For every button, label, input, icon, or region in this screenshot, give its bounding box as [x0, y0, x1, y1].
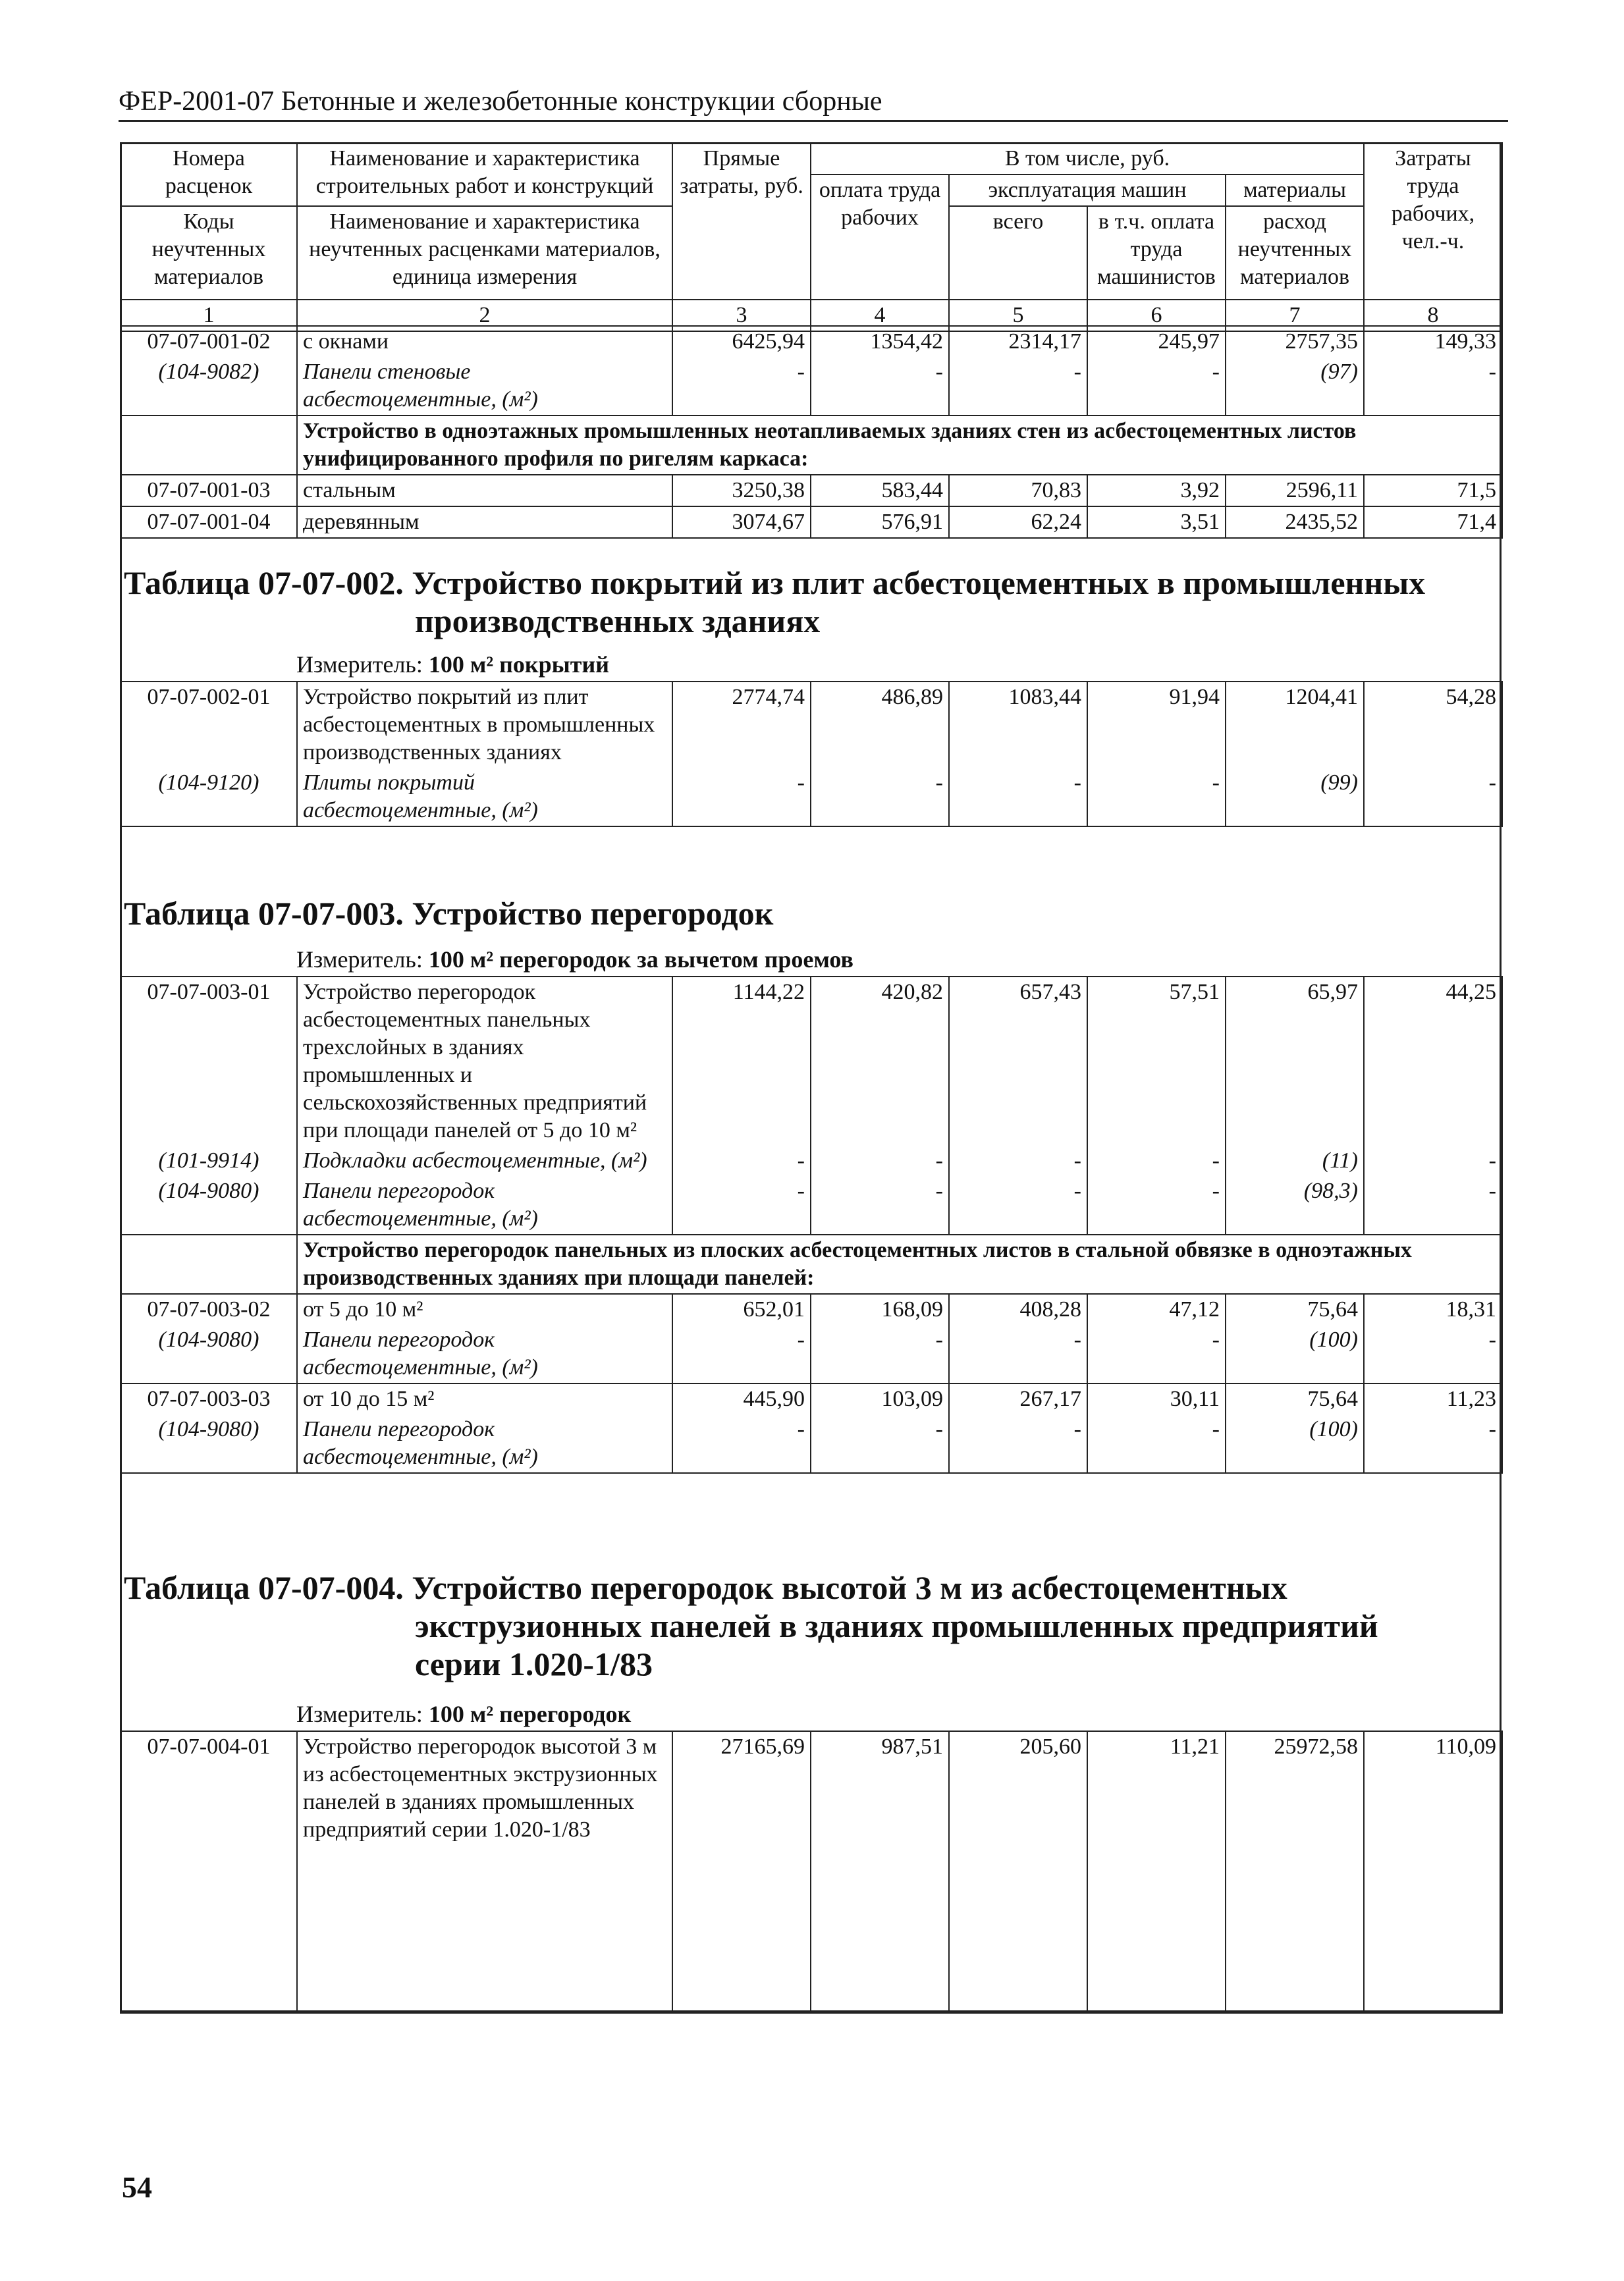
- header-codes-top: Номера расценок: [121, 143, 297, 206]
- measure-003: Измеритель: 100 м² перегородок за вычетом проемов: [296, 946, 853, 973]
- col-number: 4: [811, 300, 949, 331]
- section-title-002: Таблица 07-07-002. Устройство покрытий из плит асбестоцементных в промышленных производственных зданиях: [124, 564, 1426, 639]
- table-row: (104-9080) Панели перегородок асбестоцементные, (м²) - - - - (98,3) -: [121, 1176, 1502, 1235]
- column-header-table: [120, 142, 1503, 332]
- col-number: 3: [672, 300, 811, 331]
- table-row: (104-9082) Панели стеновые асбестоцементные, (м²) - - - - (97) -: [121, 357, 1502, 416]
- header-material-use: расход неучтенных материалов: [1226, 206, 1364, 300]
- page-number: 54: [122, 2170, 152, 2204]
- table-row: Устройство в одноэтажных промышленных неотапливаемых зданиях стен из асбестоцементных листов унифицированного профиля по ригелям каркаса:: [121, 416, 1502, 475]
- header-machinist-pay: в т.ч. оплата труда машинистов: [1087, 206, 1226, 300]
- table-row: 07-07-001-02 с окнами 6425,94 1354,42 2314,17 245,97 2757,35 149,33: [121, 326, 1502, 357]
- running-title: ФЕР-2001-07 Бетонные и железобетонные конструкции сборные: [119, 86, 1508, 122]
- col-number: 7: [1226, 300, 1364, 331]
- table-07-07-004: [120, 1731, 1503, 2014]
- header-direct-costs: Прямые затраты, руб.: [672, 143, 811, 300]
- header-codes-bottom: Коды неучтенных материалов: [121, 206, 297, 300]
- col-number: 5: [949, 300, 1087, 331]
- header-labor: Затраты труда рабочих, чел.-ч.: [1364, 143, 1502, 300]
- header-name-top: Наименование и характеристика строительных работ и конструкций: [297, 143, 672, 206]
- table-row: (104-9080) Панели перегородок асбестоцементные, (м²) - - - - (100) -: [121, 1325, 1502, 1383]
- table-row: (101-9914) Подкладки асбестоцементные, (м²) - - - - (11) -: [121, 1146, 1502, 1176]
- header-machines-total: всего: [949, 206, 1087, 300]
- table-07-07-001-continued: [120, 325, 1503, 539]
- header-worker-pay: оплата труда рабочих: [811, 174, 949, 300]
- table-row: Устройство перегородок панельных из плоских асбестоцементных листов в стальной обвязке в одноэтажных производственных зданиях при площади панелей:: [121, 1235, 1502, 1294]
- col-number: 1: [121, 300, 297, 331]
- table-row: 07-07-003-02 от 5 до 10 м² 652,01 168,09 408,28 47,12 75,64 18,31: [121, 1294, 1502, 1325]
- measure-004: Измеритель: 100 м² перегородок: [296, 1701, 632, 1727]
- col-number: 6: [1087, 300, 1226, 331]
- header-group: В том числе, руб.: [811, 143, 1364, 174]
- table-row: (104-9080) Панели перегородок асбестоцементные, (м²) - - - - (100) -: [121, 1414, 1502, 1473]
- col-number: 8: [1364, 300, 1502, 331]
- header-name-bottom: Наименование и характеристика неучтенных расценками материалов, единица измерения: [297, 206, 672, 300]
- header-machines: эксплуатация машин: [949, 174, 1226, 206]
- table-row: (104-9120) Плиты покрытий асбестоцементные, (м²) - - - - (99) -: [121, 768, 1502, 826]
- table-row: 07-07-001-03 стальным 3250,38 583,44 70,83 3,92 2596,11 71,5: [121, 475, 1502, 506]
- col-number: 2: [297, 300, 672, 331]
- header-materials: материалы: [1226, 174, 1364, 206]
- table-row: 07-07-003-01 Устройство перегородок асбестоцементных панельных трехслойных в зданиях промышленных и сельскохозяйственных предприятий при площади панелей от 5 до 10 м² 1144,22 420,82 657,43 57,51 65,97 44,25: [121, 977, 1502, 1146]
- table-row: 07-07-004-01 Устройство перегородок высотой 3 м из асбестоцементных экструзионных панелей в зданиях промышленных предприятий серии 1.020-1/83 27165,69 987,51 205,60 11,21 25972,58 110,09: [121, 1731, 1502, 2013]
- table-07-07-002: [120, 681, 1503, 827]
- section-title-003: Таблица 07-07-003. Устройство перегородок: [124, 895, 774, 932]
- section-title-004: Таблица 07-07-004. Устройство перегородок высотой 3 м из асбестоцементных экструзионных панелей в зданиях промышленных предприятий серии 1.020-1/83: [124, 1569, 1378, 1682]
- table-07-07-003: [120, 976, 1503, 1474]
- table-row: 07-07-003-03 от 10 до 15 м² 445,90 103,09 267,17 30,11 75,64 11,23: [121, 1383, 1502, 1414]
- table-row: 07-07-002-01 Устройство покрытий из плит асбестоцементных в промышленных производственных зданиях 2774,74 486,89 1083,44 91,94 1204,41 54,28: [121, 682, 1502, 768]
- table-row: 07-07-001-04 деревянным 3074,67 576,91 62,24 3,51 2435,52 71,4: [121, 506, 1502, 538]
- measure-002: Измеритель: 100 м² покрытий: [296, 651, 609, 678]
